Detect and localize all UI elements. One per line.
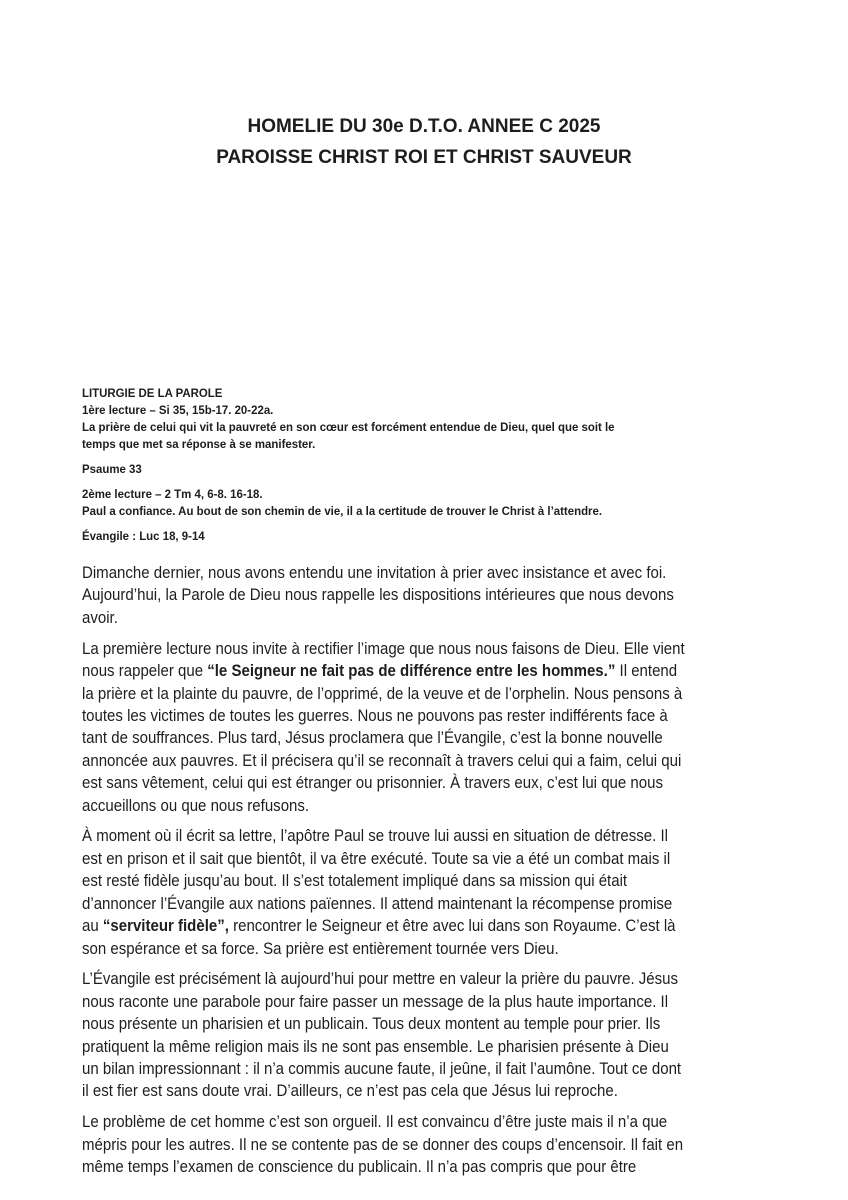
first-reading-reference: 1ère lecture – Si 35, 15b-17. 20-22a. [82, 403, 274, 417]
title-line-1: HOMELIE DU 30e D.T.O. ANNEE C 2025 [247, 116, 601, 137]
homily-body [82, 562, 772, 1187]
text-line: Aujourd’hui, la Parole de Dieu nous rappelle les dispositions intérieures que nous devons [82, 585, 674, 605]
text-line: nous présente un pharisien et un publicain. Tous deux montent au temple pour prier. Ils [82, 1014, 661, 1034]
text-line: est resté fidèle jusqu’au bout. Il s’est totalement impliqué dans sa mission qui était [82, 871, 628, 891]
paragraph-5 [82, 1111, 772, 1178]
paragraph-2 [82, 638, 772, 817]
text-line: la prière et la plainte du pauvre, de l’opprimé, de la veuve et de l’orphelin. Nous pensons à [82, 683, 683, 703]
text-segment: nous rappeler que [82, 661, 208, 681]
text-line: est en prison et il sait que bientôt, il va être exécuté. Toute sa vie a été un combat mais il [82, 848, 671, 868]
bold-quote: “le Seigneur ne fait pas de différence entre les hommes.” [207, 661, 616, 681]
text-line: tant de souffrances. Plus tard, Jésus proclamera que l’Évangile, c’est la bonne nouvelle [82, 728, 663, 748]
title-line-2: PAROISSE CHRIST ROI ET CHRIST SAUVEUR [216, 147, 632, 168]
text-line: d’annoncer l’Évangile aux nations païennes. Il attend maintenant la récompense promise [82, 893, 673, 913]
text-line: même temps l’examen de conscience du publicain. Il n’a pas compris que pour être [82, 1157, 637, 1177]
text-line: toutes les victimes de toutes les guerres. Nous ne pouvons pas rester indifférents face à [82, 705, 668, 725]
gospel-reference: Évangile : Luc 18, 9-14 [82, 529, 205, 543]
liturgy-heading: LITURGIE DE LA PAROLE [82, 386, 223, 400]
text-line: La première lecture nous invite à rectifier l’image que nous nous faisons de Dieu. Elle vient [82, 638, 685, 658]
first-reading-summary-line: La prière de celui qui vit la pauvreté en son cœur est forcément entendue de Dieu, quel que soit le [82, 420, 615, 434]
text-line: Le problème de cet homme c’est son orgueil. Il est convaincu d’être juste mais il n’a que [82, 1112, 668, 1132]
paragraph-1 [82, 562, 772, 629]
text-line [82, 915, 770, 937]
text-line: il est fier est sans doute vrai. D’ailleurs, ce n’est pas cela que Jésus lui reproche. [82, 1081, 618, 1101]
liturgy-section [82, 385, 772, 545]
text-line: un bilan impressionnant : il n’a commis aucune faute, il jeûne, il fait l’aumône. Tout ce dont [82, 1059, 682, 1079]
text-line: accueillons ou que nous refusons. [82, 795, 310, 815]
text-line: pratiquent la même religion mais ils ne sont pas ensemble. Le pharisien présente à Dieu [82, 1036, 669, 1056]
second-reading-summary: Paul a confiance. Au bout de son chemin de vie, il a la certitude de trouver le Christ à l’attendre. [82, 504, 603, 518]
homily-title [0, 111, 848, 173]
text-line: avoir. [82, 607, 118, 627]
text-line: Dimanche dernier, nous avons entendu une invitation à prier avec insistance et avec foi. [82, 563, 667, 582]
text-line [82, 660, 770, 682]
first-reading-summary-line: temps que met sa réponse à se manifester. [82, 437, 316, 451]
text-line: mépris pour les autres. Il ne se contente pas de se donner des coups d’encensoir. Il fait en [82, 1134, 684, 1154]
text-line: nous raconte une parabole pour faire passer un message de la plus haute importance. Il [82, 991, 669, 1011]
text-line: son espérance et sa force. Sa prière est entièrement tournée vers Dieu. [82, 938, 559, 958]
text-segment: rencontrer le Seigneur et être avec lui dans son Royaume. C’est là [228, 916, 676, 936]
text-segment: au [82, 916, 103, 936]
text-line: annoncée aux pauvres. Et il précisera qu’il se reconnaît à travers celui qui a faim, celui qui [82, 750, 682, 770]
second-reading-reference: 2ème lecture – 2 Tm 4, 6-8. 16-18. [82, 487, 263, 501]
text-line: est sans vêtement, celui qui est étranger ou prisonnier. À travers eux, c’est lui que nous [82, 773, 663, 793]
psalm-reference: Psaume 33 [82, 462, 142, 476]
text-segment: Il entend [615, 661, 678, 681]
bold-quote: “serviteur fidèle”, [102, 916, 229, 936]
text-line: L’Évangile est précisément là aujourd’hui pour mettre en valeur la prière du pauvre. Jésus [82, 969, 679, 989]
paragraph-4 [82, 968, 772, 1102]
paragraph-3 [82, 825, 772, 959]
text-line: À moment où il écrit sa lettre, l’apôtre Paul se trouve lui aussi en situation de détresse. Il [82, 826, 668, 846]
